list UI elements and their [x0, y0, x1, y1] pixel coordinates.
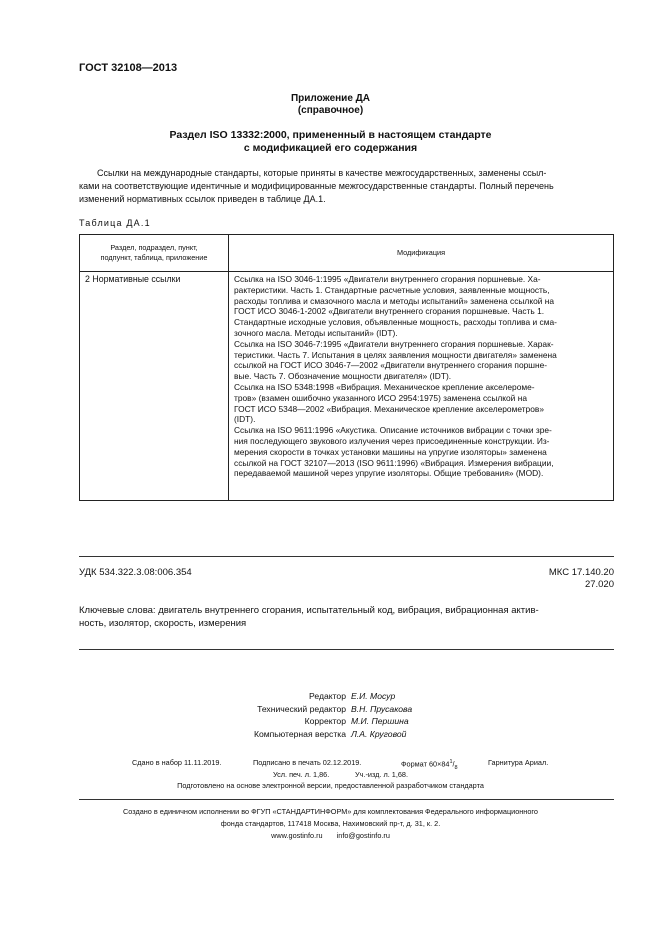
credit-role: Корректор	[304, 716, 346, 726]
standard-number: ГОСТ 32108—2013	[79, 62, 178, 74]
credit-row	[0, 715, 661, 728]
credit-row	[0, 690, 661, 703]
modification-line: вые. Часть 7. Обозначение мощности двигателя» (IDT).	[234, 371, 452, 382]
modification-line: расходы топлива и смазочного масла и методы испытаний» заменена ссылкой на	[234, 295, 555, 306]
appendix-subtitle: (справочное)	[297, 105, 364, 116]
appendix-heading	[0, 93, 661, 117]
modification-line: Ссылка на ISO 3046-7:1995 «Двигатели внутреннего сгорания поршневые. Харак-	[234, 338, 554, 349]
credit-row	[0, 703, 661, 716]
footer-line-1: Создано в единичном исполнении во ФГУП «СТАНДАРТИНФОРМ» для комплектования Федерального информационного	[123, 807, 538, 816]
footer-line-2: фонда стандартов, 117418 Москва, Нахимовский пр-т, д. 31, к. 2.	[220, 819, 441, 828]
imprint-submitted: Сдано в набор 11.11.2019.	[132, 758, 222, 767]
imprint-print-sheets: Усл. печ. л. 1,86.	[273, 770, 330, 779]
modification-line: передаваемой машиной через упругие изоляторы. Общие требования» (MOD).	[234, 468, 544, 479]
udk-code: УДК 534.322.3.08:006.354	[79, 567, 192, 578]
table-caption: Таблица ДА.1	[79, 218, 151, 228]
column-header-section-line: Раздел, подраздел, пункт,	[110, 243, 198, 252]
section-reference: 2 Нормативные ссылки	[85, 274, 181, 284]
credit-name: Л.А. Круговой	[351, 728, 407, 739]
cell-section	[80, 272, 229, 501]
intro-line: ками на соответствующие идентичные и модифицированные межгосударственные стандарты. Полный перечень	[79, 181, 554, 191]
column-header-modification: Модификация	[229, 235, 614, 272]
intro-line: изменений нормативных ссылок приведен в таблице ДА.1.	[79, 194, 326, 204]
modification-line: Ссылка на ISO 9611:1996 «Акустика. Описание источников вибрации с точки зре-	[234, 425, 552, 436]
credit-row	[0, 728, 661, 741]
imprint-typeface: Гарнитура Ариал.	[488, 758, 549, 767]
imprint-prepared: Подготовлено на основе электронной версии, предоставленной разработчиком стандарта	[177, 781, 484, 790]
modification-line: ГОСТ ИСО 3046-1-2002 «Двигатели внутреннего сгорания поршневые. Часть 1.	[234, 306, 545, 317]
publisher-footer	[0, 806, 661, 842]
credit-role: Технический редактор	[257, 703, 346, 714]
modification-line: ссылкой на ГОСТ 32107—2013 (ISO 9611:1996) «Вибрация. Измерения вибрации,	[234, 457, 554, 468]
imprint-format: Формат $60\times 84^1/_8$	[401, 759, 458, 771]
modification-table	[79, 234, 614, 501]
modification-line: мерения скорости в точках установки машины на упругие изоляторы» заменена	[234, 446, 547, 457]
modification-line: Ссылка на ISO 5348:1998 «Вибрация. Механическое крепление акселероме-	[234, 381, 535, 392]
divider-footer	[79, 799, 614, 800]
footer-website[interactable]: www.gostinfo.ru	[271, 831, 323, 840]
mks-line-1: МКС 17.140.20	[548, 567, 614, 578]
imprint-pub-sheets: Уч.-изд. л. 1,68.	[355, 770, 409, 779]
intro-paragraph	[79, 167, 614, 206]
keywords-line: ность, изолятор, скорость, измерения	[79, 618, 247, 629]
column-header-section	[80, 235, 229, 272]
appendix-title: Приложение ДА	[290, 93, 371, 104]
column-header-section-line: подпункт, таблица, приложение	[100, 253, 208, 262]
modification-line: Стандартные исходные условия, объявленные мощность, расходы топлива и сма-	[234, 317, 557, 328]
credit-role: Редактор	[309, 691, 346, 701]
imprint-format-denominator: 8	[454, 764, 458, 771]
modification-line: ссылкой на ГОСТ ИСО 3046-7—2002 «Двигатели внутреннего сгорания поршне-	[234, 360, 548, 371]
divider-top	[79, 556, 614, 557]
credits	[0, 690, 661, 740]
mks-line-2: 27.020	[584, 579, 614, 590]
modification-line: тров» (взамен ошибочно указанного ИСО 2954:1975) заменена ссылкой на	[234, 392, 527, 403]
footer-email[interactable]: info@gostinfo.ru	[336, 831, 390, 840]
modification-line: (IDT).	[234, 414, 256, 425]
credit-name: М.И. Першина	[351, 716, 409, 726]
credit-name: В.Н. Прусакова	[351, 703, 413, 714]
cell-modification	[229, 272, 614, 501]
modification-line: Ссылка на ISO 3046-1:1995 «Двигатели внутреннего сгорания поршневые. Ха-	[234, 274, 541, 284]
keywords-line: Ключевые слова: двигатель внутреннего сгорания, испытательный код, вибрация, вибрационная актив-	[79, 605, 539, 616]
modification-line: рактеристики. Часть 1. Стандартные расчетные условия, заявленные мощность,	[234, 284, 550, 295]
footer-contacts	[0, 830, 661, 842]
section-title-line-2: с модификацией его содержания	[243, 142, 418, 154]
mks-code	[480, 567, 614, 591]
modification-line: теристики. Часть 7. Испытания в целях заявления мощности двигателя» заменена	[234, 349, 557, 360]
modification-line: зочного масла. Методы испытаний» (IDT).	[234, 327, 398, 338]
credit-role: Компьютерная верстка	[253, 728, 346, 739]
section-title	[0, 129, 661, 155]
imprint-format-prefix: Формат 60×84	[401, 759, 450, 769]
modification-line: ГОСТ ИСО 5348—2002 «Вибрация. Механическое крепление акселерометров»	[234, 403, 544, 414]
imprint-format-numerator: 1	[449, 759, 453, 765]
section-title-line-1: Раздел ISO 13332:2000, примененный в настоящем стандарте	[169, 129, 492, 141]
imprint-signed: Подписано в печать 02.12.2019.	[253, 758, 362, 767]
intro-line: Ссылки на международные стандарты, которые приняты в качестве межгосударственных, заменены ссыл-	[97, 168, 547, 178]
table-header-row	[80, 235, 614, 272]
modification-line: ния последующего звукового излучения через присоединенные конструкции. Из-	[234, 435, 550, 446]
credit-name: Е.И. Мосур	[351, 691, 396, 701]
keywords	[79, 604, 614, 630]
table-row	[80, 272, 614, 501]
divider-bottom	[79, 649, 614, 650]
